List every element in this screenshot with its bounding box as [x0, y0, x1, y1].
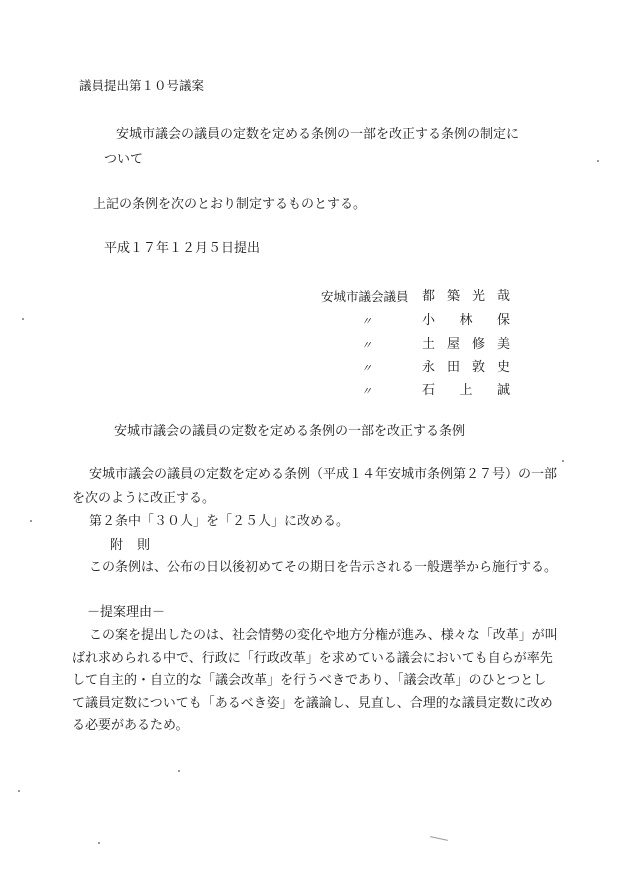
member-name-char: 田 [446, 360, 460, 375]
ditto-mark: 〃 [361, 362, 372, 375]
members-label: 安城市議会議員 [321, 289, 409, 304]
ditto-mark: 〃 [361, 339, 372, 352]
scan-speck [178, 770, 180, 772]
scan-speck [22, 318, 24, 320]
scan-mark [430, 836, 448, 841]
member-name-char: 保 [496, 313, 510, 328]
scan-speck [98, 842, 100, 844]
member-name-char: 光 [471, 289, 485, 304]
scan-speck [562, 460, 564, 462]
scan-speck [597, 160, 599, 162]
ditto-mark: 〃 [361, 315, 372, 328]
member-name-char: 屋 [446, 337, 460, 352]
member-name-3 [422, 337, 510, 353]
member-name-5 [422, 383, 510, 399]
reason-line-1: この案を提出したのは、社会情勢の変化や地方分権が進み、様々な「改革」が叫 [89, 628, 558, 643]
member-name-char: 石 [422, 383, 436, 398]
ordinance-body-line-2: を次のように改正する。 [72, 491, 216, 506]
member-name-char: 築 [446, 289, 460, 304]
member-name-char: 修 [471, 337, 485, 352]
member-name-char: 小 [422, 313, 436, 328]
reason-heading: －提案理由－ [87, 605, 166, 620]
member-name-char: 美 [496, 337, 510, 352]
member-name-char: 哉 [496, 289, 510, 304]
reason-line-4: て議員定数についても「あるべき姿」を議論し、見直し、合理的な議員定数に改め [72, 696, 553, 711]
bill-number: 議員提出第１０号議案 [79, 78, 205, 93]
member-name-char: 永 [422, 360, 436, 375]
member-name-1 [422, 289, 510, 305]
reason-line-5: る必要があるため。 [72, 718, 189, 733]
member-name-char: 敦 [471, 360, 485, 375]
supplementary-heading-text: 附則 [110, 538, 165, 553]
member-name-2 [422, 313, 510, 329]
reason-line-2: ばれ求められる中で、行政に「行政改革」を求めている議会においても自らが率先 [72, 651, 553, 666]
ditto-mark: 〃 [361, 385, 372, 398]
member-name-char: 誠 [496, 383, 510, 398]
ordinance-amendment: 第２条中「３０人」を「２５人」に改める。 [89, 514, 350, 529]
intro-text: 上記の条例を次のとおり制定するものとする。 [93, 197, 367, 212]
member-name-char: 都 [422, 289, 436, 304]
member-name-char: 土 [422, 337, 436, 352]
reason-line-3: して自主的・自立的な「議会改革」を行うべきであり、「議会改革」のひとつとし [72, 673, 547, 688]
member-name-char: 林 [459, 313, 473, 328]
scan-speck [18, 790, 20, 792]
submission-date: 平成１７年１２月５日提出 [104, 241, 261, 256]
member-name-4 [422, 360, 510, 376]
ordinance-body-line-1: 安城市議会の議員の定数を定める条例（平成１４年安城市条例第２７号）の一部 [89, 467, 558, 482]
bill-title-line-2: ついて [104, 152, 144, 167]
effective-date-clause: この条例は、公布の日以後初めてその期日を告示される一般選挙から施行する。 [89, 560, 558, 575]
supplementary-provisions-heading [110, 538, 164, 554]
ordinance-title: 安城市議会の議員の定数を定める条例の一部を改正する条例 [114, 424, 466, 439]
member-name-char: 史 [496, 360, 510, 375]
bill-title-line-1: 安城市議会の議員の定数を定める条例の一部を改正する条例の制定に [116, 127, 520, 142]
scan-speck [30, 520, 32, 522]
member-name-char: 上 [459, 383, 473, 398]
